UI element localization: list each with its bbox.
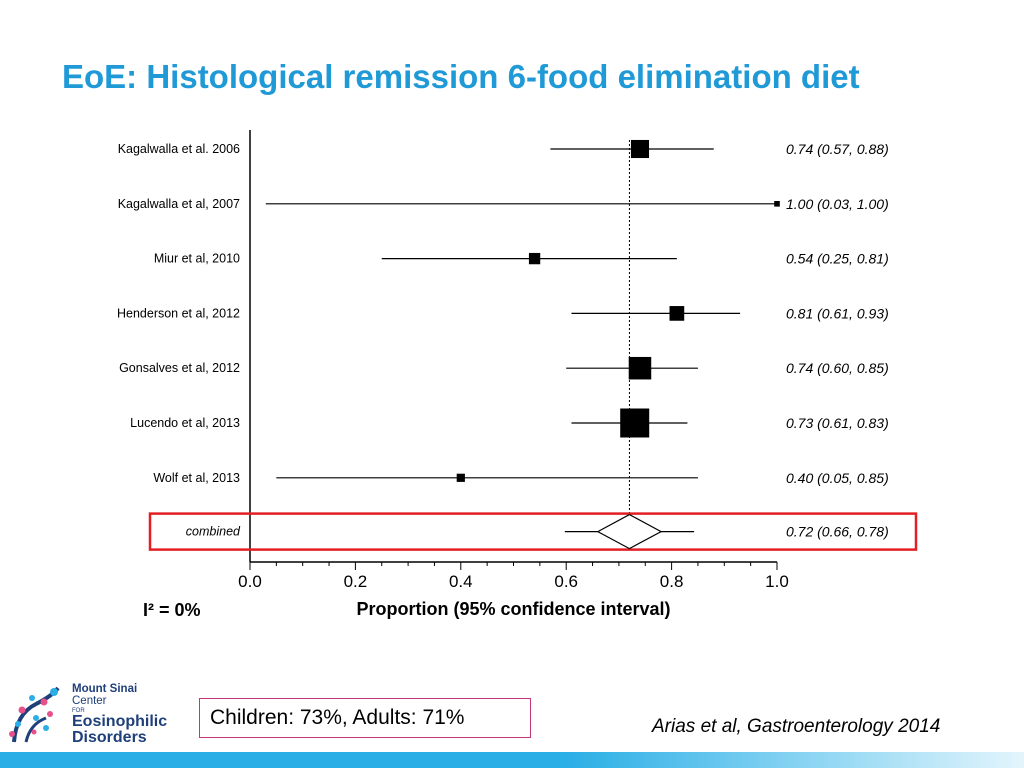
mount-sinai-logo	[6, 684, 176, 748]
heterogeneity-label: I² = 0%	[143, 600, 201, 620]
study-ci-text: 0.40 (0.05, 0.85)	[786, 469, 889, 486]
study-point-estimate	[529, 253, 540, 264]
study-label: Miur et al, 2010	[153, 251, 240, 266]
study-label: Henderson et al, 2012	[116, 306, 240, 321]
x-tick-label: 1.0	[765, 572, 789, 591]
x-tick-label: 0.2	[343, 572, 368, 591]
x-tick-label: 0.4	[448, 572, 473, 591]
x-tick-label: 0.6	[554, 572, 579, 591]
combined-ci-text: 0.72 (0.66, 0.78)	[786, 523, 889, 540]
logo-line-2: Center	[72, 694, 107, 707]
study-label: Wolf et al, 2013	[153, 470, 240, 485]
combined-diamond	[598, 515, 661, 549]
study-ci-text: 0.73 (0.61, 0.83)	[786, 415, 889, 431]
x-axis-title: Proportion (95% confidence interval)	[356, 599, 671, 619]
logo-line-5: Disorders	[72, 729, 147, 746]
citation: Arias et al, Gastroenterology 2014	[652, 716, 941, 737]
x-tick-label: 0.0	[238, 572, 262, 591]
study-label: Gonsalves et al, 2012	[119, 361, 240, 376]
x-tick-label: 0.8	[659, 572, 684, 591]
study-ci-text: 0.54 (0.25, 0.81)	[786, 250, 889, 267]
study-point-estimate	[631, 140, 649, 158]
study-ci-text: 0.74 (0.60, 0.85)	[786, 360, 889, 377]
logo-line-3: FOR	[72, 708, 85, 714]
study-point-estimate	[620, 409, 649, 438]
footer-band	[0, 752, 1024, 768]
study-point-estimate	[629, 357, 652, 380]
slide-title: EoE: Histological remission 6-food elimination diet	[62, 58, 860, 95]
study-point-estimate	[457, 474, 465, 482]
study-label: Kagalwalla et al. 2006	[117, 142, 240, 156]
study-point-estimate	[670, 306, 685, 321]
logo-tree-icon	[6, 684, 68, 748]
study-ci-text: 0.74 (0.57, 0.88)	[786, 141, 889, 157]
study-label: Lucendo et al, 2013	[130, 416, 240, 430]
summary-note: Children: 73%, Adults: 71%	[199, 698, 531, 738]
logo-line-4: Eosinophilic	[72, 713, 168, 730]
study-ci-text: 1.00 (0.03, 1.00)	[786, 195, 889, 212]
study-point-estimate	[774, 201, 780, 207]
study-ci-text: 0.81 (0.61, 0.93)	[786, 305, 889, 322]
combined-label: combined	[185, 524, 240, 539]
study-label: Kagalwalla et al, 2007	[117, 196, 240, 211]
logo-line-1: Mount Sinai	[72, 683, 138, 695]
